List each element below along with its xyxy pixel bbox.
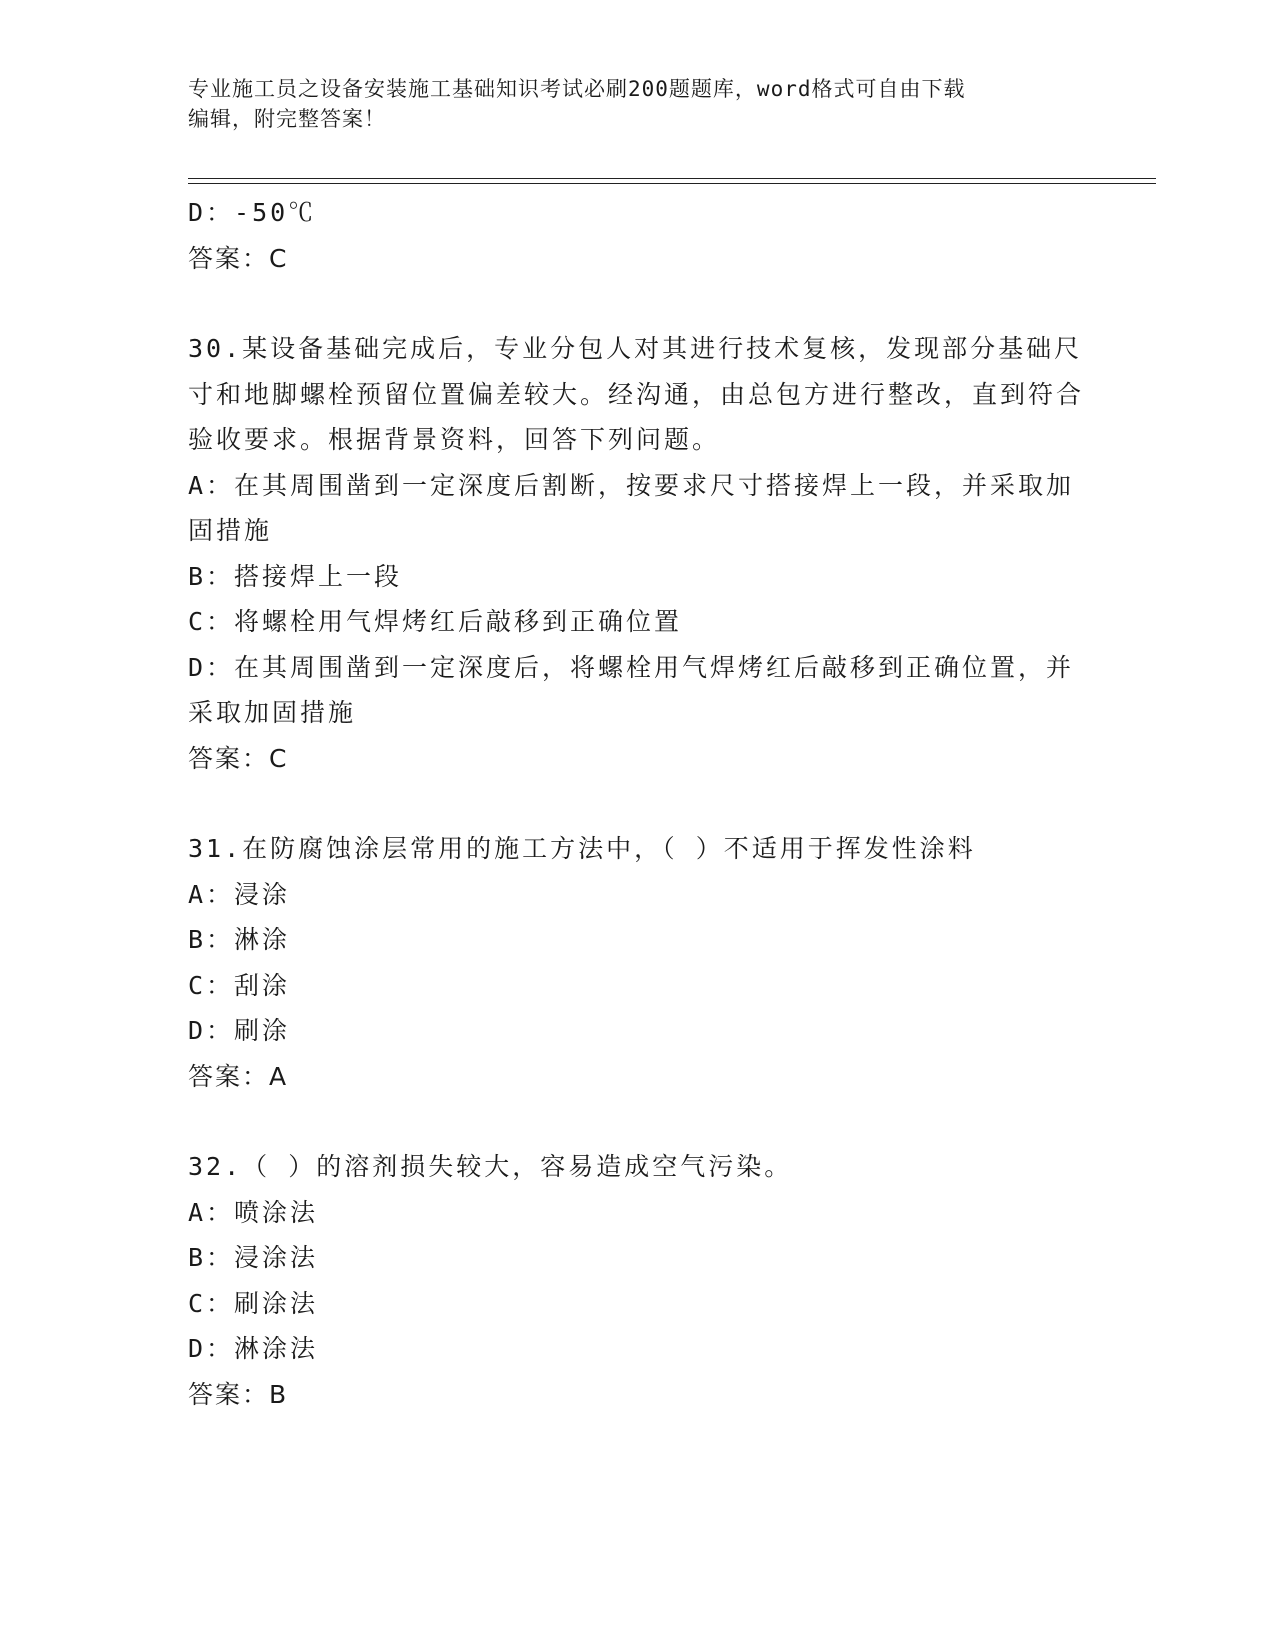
prev-option-d: D：-50℃	[188, 198, 317, 227]
question-30-option-a: A：在其周围凿到一定深度后割断，按要求尺寸搭接焊上一段，并采取加固措施	[188, 470, 1075, 545]
question-gap	[188, 1099, 1088, 1144]
question-31-option-a: A：浸涂	[188, 879, 291, 909]
header-divider-bottom	[188, 183, 1156, 184]
document-header	[188, 74, 1068, 134]
header-title-line-1: 专业施工员之设备安装施工基础知识考试必刷200题题库，word格式可自由下载	[188, 77, 966, 101]
question-32-option-b: B：浸涂法	[188, 1243, 319, 1272]
question-31-option-b: B：淋涂	[188, 925, 291, 954]
prev-answer: 答案：C	[188, 243, 289, 273]
question-32-option-c: C：刷涂法	[188, 1288, 319, 1318]
question-30-option-d: D：在其周围凿到一定深度后，将螺栓用气焊烤红后敲移到正确位置，并采取加固措施	[188, 652, 1075, 727]
question-32-option-d: D：淋涂法	[188, 1334, 319, 1363]
question-31-option-d: D：刷涂	[188, 1016, 291, 1045]
question-31-option-c: C：刮涂	[188, 970, 291, 1000]
question-30-answer: 答案：C	[188, 743, 289, 773]
question-32-option-a: A：喷涂法	[188, 1197, 319, 1227]
question-31-text: 31.在防腐蚀涂层常用的施工方法中，（ ）不适用于挥发性涂料	[188, 834, 976, 863]
question-31-answer: 答案：A	[188, 1061, 289, 1091]
header-title-line-2: 编辑，附完整答案！	[188, 107, 386, 131]
header-divider-top	[188, 178, 1156, 179]
question-32-text: 32.（ ）的溶剂损失较大，容易造成空气污染。	[188, 1152, 793, 1181]
question-gap	[188, 281, 1088, 326]
question-list	[188, 190, 1088, 1417]
question-30-option-b: B：搭接焊上一段	[188, 561, 403, 591]
question-30-text: 30.某设备基础完成后，专业分包人对其进行技术复核，发现部分基础尺寸和地脚螺栓预留位置偏差较大。经沟通，由总包方进行整改，直到符合验收要求。根据背景资料，回答下列问题。	[188, 334, 1085, 454]
question-32-answer: 答案：B	[188, 1379, 289, 1409]
question-gap	[188, 781, 1088, 826]
question-30-option-c: C：将螺栓用气焊烤红后敲移到正确位置	[188, 607, 683, 636]
